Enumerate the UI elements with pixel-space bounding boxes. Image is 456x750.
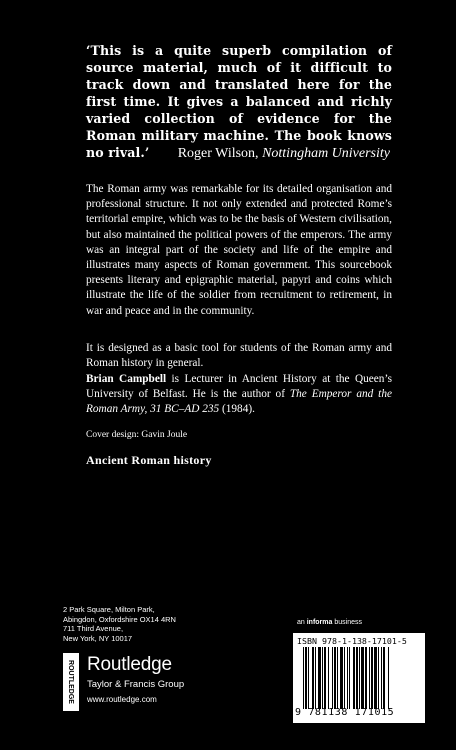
address-line: New York, NY 10017 xyxy=(63,633,133,643)
informa-brand: informa xyxy=(306,619,333,626)
logo-name: Routledge xyxy=(87,654,172,675)
author-bio xyxy=(86,372,392,418)
barcode-digits: 9 781138 171015 xyxy=(295,707,395,718)
barcode-bar xyxy=(374,647,377,709)
barcode-bar xyxy=(318,647,321,709)
subject-category: Ancient Roman history xyxy=(86,453,212,467)
barcode-bar xyxy=(369,647,370,709)
barcode-bar xyxy=(353,647,355,709)
publisher-address xyxy=(63,605,176,643)
barcode-bar xyxy=(332,647,333,709)
barcode-bar xyxy=(324,647,326,709)
informa-tagline xyxy=(297,619,362,626)
review-quote: ‘This is a quite superb compilation of source material, much of it difficult to track down and translated here for the first time. It gives a balanced and richly varied collection of evidence for the Roman military machine. The book knows no rival.’ xyxy=(86,43,392,160)
cover-credit: Cover design: Gavin Joule xyxy=(86,430,188,440)
description-paragraph-2: It is designed as a basic tool for students of the Roman army and Roman history in general. xyxy=(86,342,392,370)
barcode-bar xyxy=(359,647,360,709)
barcode-bar xyxy=(361,647,364,709)
author-name: Brian Campbell xyxy=(86,373,167,385)
barcode-bar xyxy=(356,647,358,709)
barcode xyxy=(293,633,425,723)
publisher-url: www.routledge.com xyxy=(87,695,157,704)
address-line: 711 Third Avenue, xyxy=(63,624,124,634)
isbn-text: ISBN 978-1-138-17101-5 xyxy=(297,636,407,646)
barcode-bar xyxy=(347,647,348,709)
barcode-bar xyxy=(328,647,329,709)
quote-author: Roger Wilson, xyxy=(177,146,259,161)
barcode-bar xyxy=(383,647,385,709)
author-bio-text: is Lecturer in Ancient History at the Queen’s University of Belfast. He is the author of xyxy=(86,373,392,401)
barcode-bar xyxy=(303,647,304,709)
routledge-mark-icon xyxy=(63,653,79,711)
barcode-bars xyxy=(303,647,419,709)
barcode-bar xyxy=(308,647,309,709)
author-bio-year: (1984). xyxy=(219,403,255,416)
barcode-bar xyxy=(371,647,373,709)
barcode-bar xyxy=(365,647,367,709)
barcode-bar xyxy=(312,647,314,709)
routledge-logo xyxy=(63,653,213,713)
logo-vertical-text: ROUTLEDGE xyxy=(67,660,75,704)
barcode-bar xyxy=(349,647,350,709)
barcode-bar xyxy=(322,647,323,709)
barcode-bar xyxy=(378,647,379,709)
author-book-title: The Emperor and the Roman Army, 31 BC–AD 235 xyxy=(86,388,392,416)
quote-attribution xyxy=(86,145,390,162)
barcode-bar xyxy=(315,647,316,709)
barcode-bar xyxy=(381,647,382,709)
quote-affiliation: Nottingham University xyxy=(262,146,390,161)
logo-group: Taylor & Francis Group xyxy=(87,679,185,690)
barcode-bar xyxy=(337,647,338,709)
address-line: Abingdon, Oxfordshire OX14 4RN xyxy=(63,614,176,624)
informa-prefix: an xyxy=(297,619,307,626)
barcode-bar xyxy=(334,647,336,709)
informa-suffix: business xyxy=(332,619,362,626)
barcode-bar xyxy=(344,647,345,709)
address-line: 2 Park Square, Milton Park, xyxy=(63,605,155,614)
barcode-bar xyxy=(388,647,389,709)
barcode-bar xyxy=(305,647,307,709)
barcode-bar xyxy=(340,647,343,709)
description-paragraph-1: The Roman army was remarkable for its detailed organisation and professional structure. It not only extended and protected Rome’s territorial empire, which was to be the basis of Western civilisation, but also maintained the political powers of the emperors. The army was an integral part of the society and life of the empire and illustrates many aspects of Roman government. This sourcebook presents literary and epigraphic material, papyri and coins which illustrate the life of the soldier from recruitment to retirement, in war and peace and in the community. xyxy=(86,183,392,317)
